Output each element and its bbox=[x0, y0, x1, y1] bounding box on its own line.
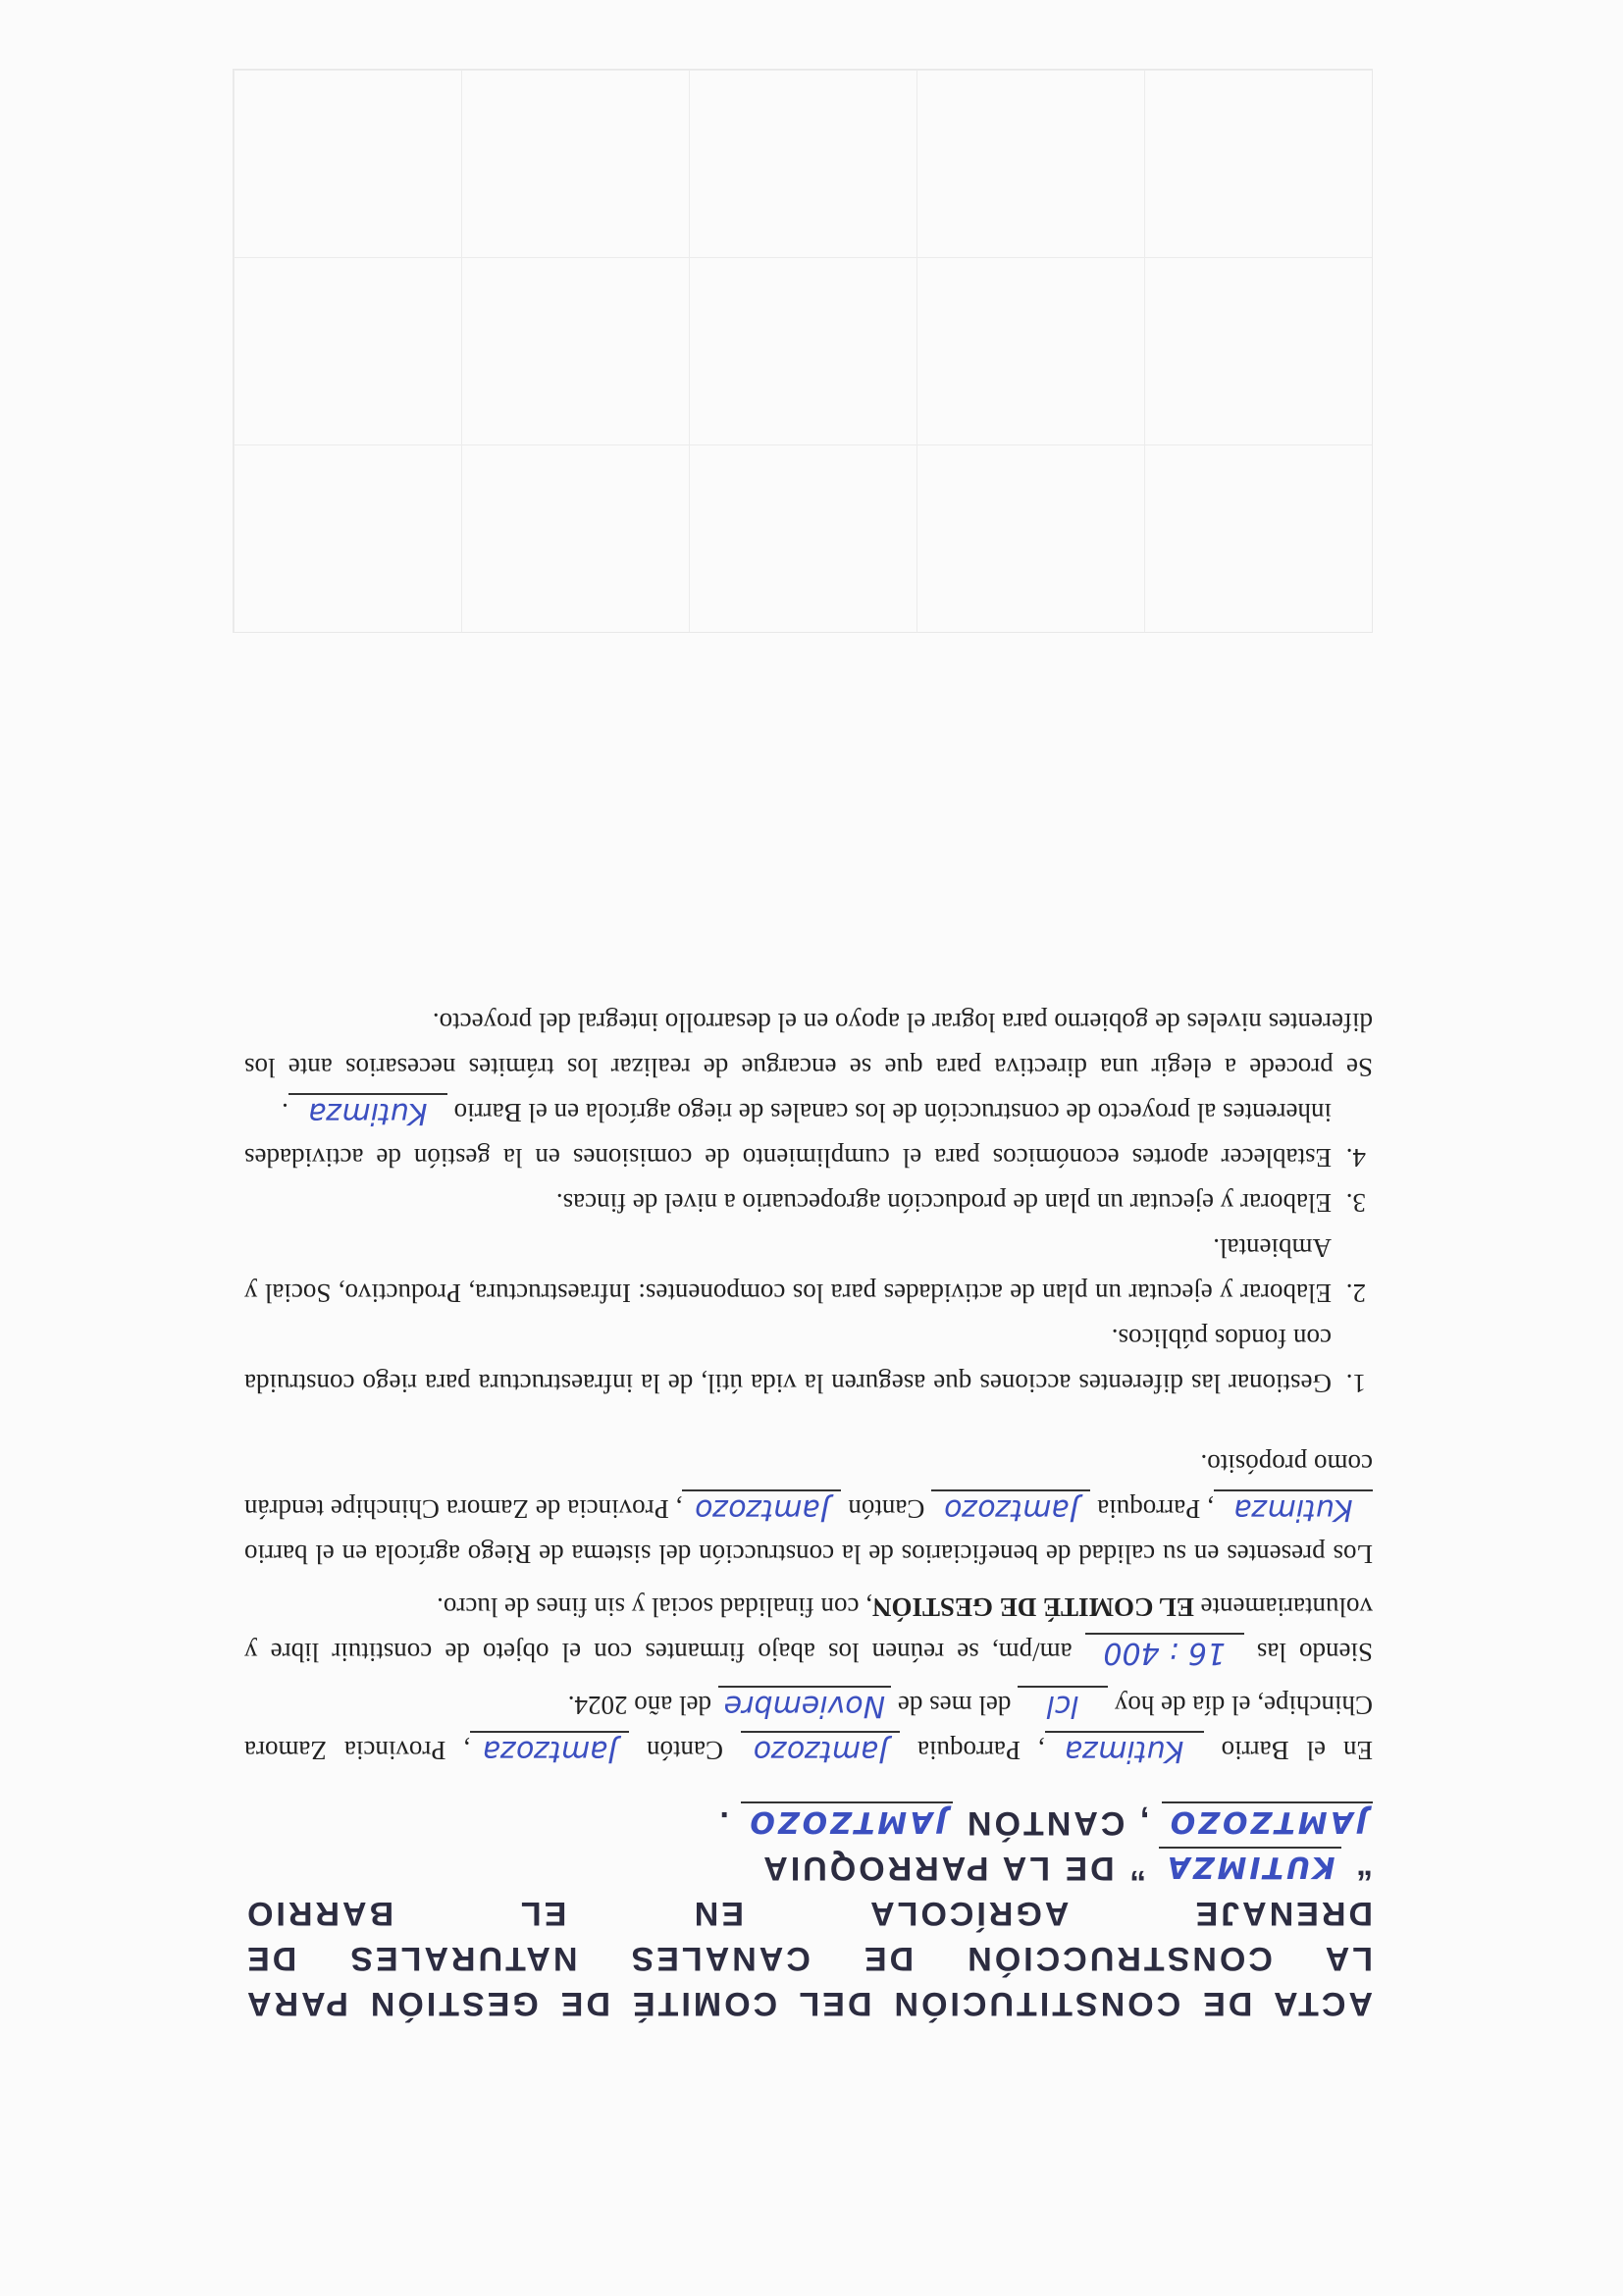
text: . bbox=[282, 1098, 288, 1127]
table-row bbox=[234, 257, 1372, 444]
day-handwritten: lcl bbox=[1018, 1686, 1108, 1723]
text: , Parroquia bbox=[1097, 1494, 1214, 1524]
title-open-quote: “ bbox=[1353, 1850, 1373, 1887]
table-cell bbox=[1144, 445, 1372, 632]
table-cell bbox=[461, 258, 689, 444]
table-cell bbox=[689, 258, 916, 444]
text: del mes de bbox=[897, 1691, 1012, 1720]
text: , Provincia de Zamora Chinchipe tendrán como propósito. bbox=[243, 1449, 1373, 1524]
text: Los presentes en su calidad de beneficiarios de la construcción del sistema de Riego agrícola en el barrio bbox=[244, 1539, 1373, 1569]
paragraph-meeting-place bbox=[244, 1683, 1373, 1773]
list-item-text: Establecer aportes económicos para el cumplimiento de comisiones en la gestión de actividades inherentes al proyecto de construcción de los canales de riego agrícola en el Barrio bbox=[244, 1098, 1332, 1173]
list-item bbox=[244, 1090, 1339, 1180]
text: , Parroquia bbox=[916, 1736, 1045, 1765]
title-line-4 bbox=[244, 1846, 1373, 1891]
text: Cantón bbox=[848, 1494, 925, 1524]
parroquia-handwritten-2: Jamtzozo bbox=[931, 1489, 1090, 1527]
table-cell bbox=[1144, 258, 1372, 444]
text: am/pm, se reúnen los abajo firmantes con el objeto de constituir libre y voluntariamente bbox=[243, 1592, 1373, 1667]
time-handwritten: 16 : 400 bbox=[1085, 1633, 1244, 1670]
title-end: . bbox=[716, 1804, 729, 1842]
committee-name: EL COMITÉ DE GESTIÓN bbox=[871, 1592, 1194, 1622]
table-cell bbox=[234, 258, 461, 444]
list-item bbox=[244, 1226, 1339, 1316]
text: , Provincia Zamora Chinchipe, el día de hoy bbox=[243, 1691, 1373, 1765]
title-line-5 bbox=[244, 1800, 1373, 1846]
list-item-text: Gestionar las diferentes acciones que aseguren la vida útil, de la infraestructura para riego construida con fondos públicos. bbox=[244, 1324, 1332, 1398]
text: . bbox=[567, 1691, 575, 1720]
table-cell bbox=[916, 445, 1144, 632]
faint-signature-table bbox=[233, 69, 1373, 633]
document-body bbox=[244, 992, 1373, 2026]
table-cell bbox=[689, 445, 916, 632]
text: , con finalidad social y sin fines de lucro. bbox=[437, 1592, 872, 1622]
table-cell bbox=[689, 71, 916, 257]
canton-handwritten-2: Jamtzozo bbox=[682, 1489, 841, 1527]
table-cell bbox=[234, 445, 461, 632]
title-line-1: ACTA DE CONSTITUCIÓN DEL COMITÉ DE GESTIÓN PARA bbox=[244, 1985, 1373, 2022]
title-parroquia-handwritten: JAMTZOZO bbox=[1162, 1801, 1373, 1839]
title-canton-label: , CANTÓN bbox=[965, 1804, 1150, 1842]
list-item-text: Elaborar y ejecutar un plan de producción agropecuario a nivel de fincas. bbox=[555, 1188, 1332, 1218]
title-barrio-handwritten: KUTIMZA bbox=[1159, 1847, 1341, 1884]
list-item bbox=[244, 1180, 1339, 1226]
title-line-2: LA CONSTRUCCIÓN DE CANALES NATURALES DE bbox=[244, 1940, 1373, 1977]
text: del año 2024 bbox=[574, 1691, 711, 1720]
text: En el Barrio bbox=[1221, 1736, 1373, 1765]
text: Siendo las bbox=[1256, 1638, 1373, 1667]
text: Cantón bbox=[647, 1736, 724, 1765]
table-row bbox=[234, 444, 1372, 632]
table-cell bbox=[1144, 71, 1372, 257]
document-title bbox=[244, 1800, 1373, 2026]
table-row bbox=[234, 70, 1372, 257]
parroquia-handwritten: Jamtzozo bbox=[741, 1731, 900, 1768]
barrio-handwritten-2: Kutimza bbox=[1214, 1489, 1373, 1527]
objectives-list bbox=[244, 1090, 1373, 1406]
title-line-3: DRENAJE AGRÍCOLA EN EL BARRIO bbox=[244, 1895, 1373, 1932]
canton-handwritten: Jamtzoza bbox=[470, 1731, 629, 1768]
title-canton-handwritten: JAMTZOZO bbox=[741, 1801, 952, 1839]
barrio-handwritten: Kutimza bbox=[1045, 1731, 1204, 1768]
barrio-handwritten-3: Kutimza bbox=[288, 1093, 447, 1130]
list-item bbox=[244, 1316, 1339, 1406]
paragraph-beneficiaries bbox=[244, 1441, 1373, 1577]
table-cell bbox=[234, 71, 461, 257]
table-cell bbox=[461, 445, 689, 632]
list-item-text: Elaborar y ejecutar un plan de actividades para los componentes: Infraestructura, Productivo, Social y Ambiental. bbox=[244, 1233, 1332, 1308]
table-cell bbox=[916, 71, 1144, 257]
paragraph-directive: Se procede a elegir una directiva para que se encargue de realizar los trámites necesarios ante los diferentes niveles de gobierno para lograr el apoyo en el desarrollo integral del proyecto. bbox=[244, 1008, 1373, 1082]
table-cell bbox=[461, 71, 689, 257]
paragraph-constitution bbox=[244, 1585, 1373, 1675]
month-handwritten: Noviembre bbox=[718, 1686, 891, 1723]
table-cell bbox=[916, 258, 1144, 444]
title-mid: ” DE LA PARROQUIA bbox=[760, 1850, 1147, 1887]
